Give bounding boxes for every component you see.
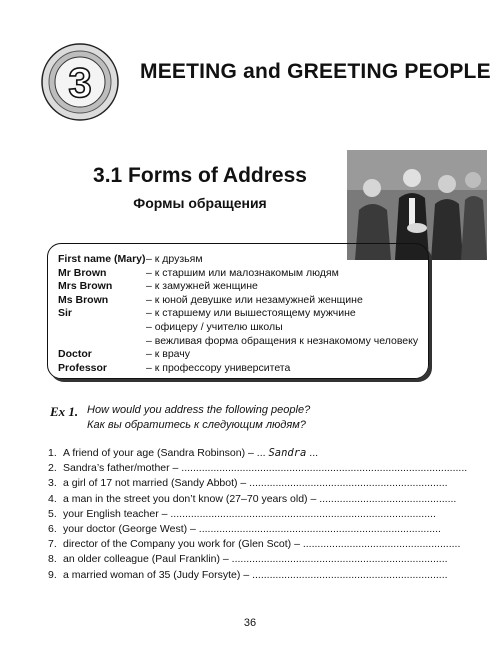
exercise-label: Ex 1. [50, 404, 79, 419]
address-row [58, 267, 418, 281]
address-row [58, 294, 418, 308]
exercise-item-number: 7. [48, 538, 57, 551]
forms-of-address-box [47, 243, 429, 379]
exercise-item [48, 476, 467, 491]
address-term [58, 321, 146, 335]
address-meaning: – вежливая форма обращения к незнакомому человеку [146, 334, 419, 347]
exercise-item-text: a man in the street you don’t know (27–70 years old) – ............................................... [63, 492, 457, 505]
address-term [58, 335, 146, 349]
exercise-items-list [48, 446, 467, 583]
exercise-question-english: How would you address the following people? [87, 404, 311, 416]
address-meaning: – офицеру / учителю школы [146, 320, 283, 333]
exercise-item-number: 3. [48, 477, 57, 490]
exercise-item-text: A friend of your age (Sandra Robinson) – ... [63, 447, 269, 459]
address-row [58, 280, 418, 294]
exercise-item-text: your English teacher – ........................................................................................... [63, 507, 436, 520]
address-term: First name (Mary) [58, 253, 146, 265]
address-row [58, 362, 418, 376]
exercise-item-text: director of the Company you work for (Glen Scot) – ...................................................... [63, 538, 461, 551]
address-meaning: – к врачу [146, 348, 191, 361]
exercise-item [48, 446, 467, 461]
address-meaning: – к старшему или вышестоящему мужчине [146, 307, 356, 320]
section-title: 3.1 Forms of Address [93, 164, 307, 187]
exercise-question-russian: Как вы обратитесь к следующим людям? [87, 419, 306, 431]
address-meaning: – к старшим или малознакомым людям [146, 266, 339, 279]
address-term: Professor [58, 361, 108, 374]
chapter-number: 3 [68, 59, 92, 106]
address-meaning: – к профессору университета [146, 361, 291, 374]
exercise-item-text: a married woman of 35 (Judy Forsyte) – ................................................................... [63, 568, 448, 581]
exercise-item-number: 1. [48, 447, 57, 459]
exercise-item [48, 568, 467, 583]
address-row [58, 253, 418, 267]
address-row [58, 348, 418, 362]
address-term: Mrs Brown [58, 280, 113, 293]
forms-of-address-list [58, 253, 418, 375]
exercise-item-number: 4. [48, 492, 57, 505]
chapter-badge-graphic [40, 42, 120, 122]
address-meaning: – к замужней женщине [146, 280, 258, 293]
page-number: 36 [243, 617, 257, 629]
exercise-item-number: 5. [48, 507, 57, 520]
address-term: Sir [58, 307, 73, 320]
section-subtitle: Формы обращения [133, 195, 267, 211]
exercise-item-text: an older colleague (Paul Franklin) – .......................................................................... [63, 553, 448, 566]
address-meaning: – к друзьям [146, 253, 203, 265]
exercise-item-tail: ... [306, 447, 319, 459]
exercise-item [48, 522, 467, 537]
chapter-title: MEETING and GREETING PEOPLE [140, 60, 491, 83]
address-term: Doctor [58, 348, 92, 361]
exercise-item [48, 552, 467, 567]
address-term: Mr Brown [58, 266, 107, 279]
address-row [58, 307, 418, 321]
address-row [58, 321, 418, 335]
address-row [58, 335, 418, 349]
exercise-item-number: 9. [48, 568, 57, 581]
exercise-item-text: Sandra’s father/mother – .................................................................................................. [63, 462, 468, 475]
address-meaning: – к юной девушке или незамужней женщине [146, 293, 363, 306]
exercise-item [48, 507, 467, 522]
address-term: Ms Brown [58, 293, 109, 306]
exercise-item [48, 461, 467, 476]
exercise-item [48, 537, 467, 552]
exercise-item [48, 492, 467, 507]
exercise-item-text: a girl of 17 not married (Sandy Abbot) – .................................................................... [63, 477, 448, 490]
exercise-item-number: 8. [48, 553, 57, 566]
exercise-item-number: 6. [48, 522, 57, 535]
exercise-item-number: 2. [48, 462, 57, 475]
exercise-item-text: your doctor (George West) – ................................................................................... [63, 522, 441, 535]
chapter-badge [40, 42, 120, 122]
exercise-item-answer: Sandra [268, 447, 307, 459]
